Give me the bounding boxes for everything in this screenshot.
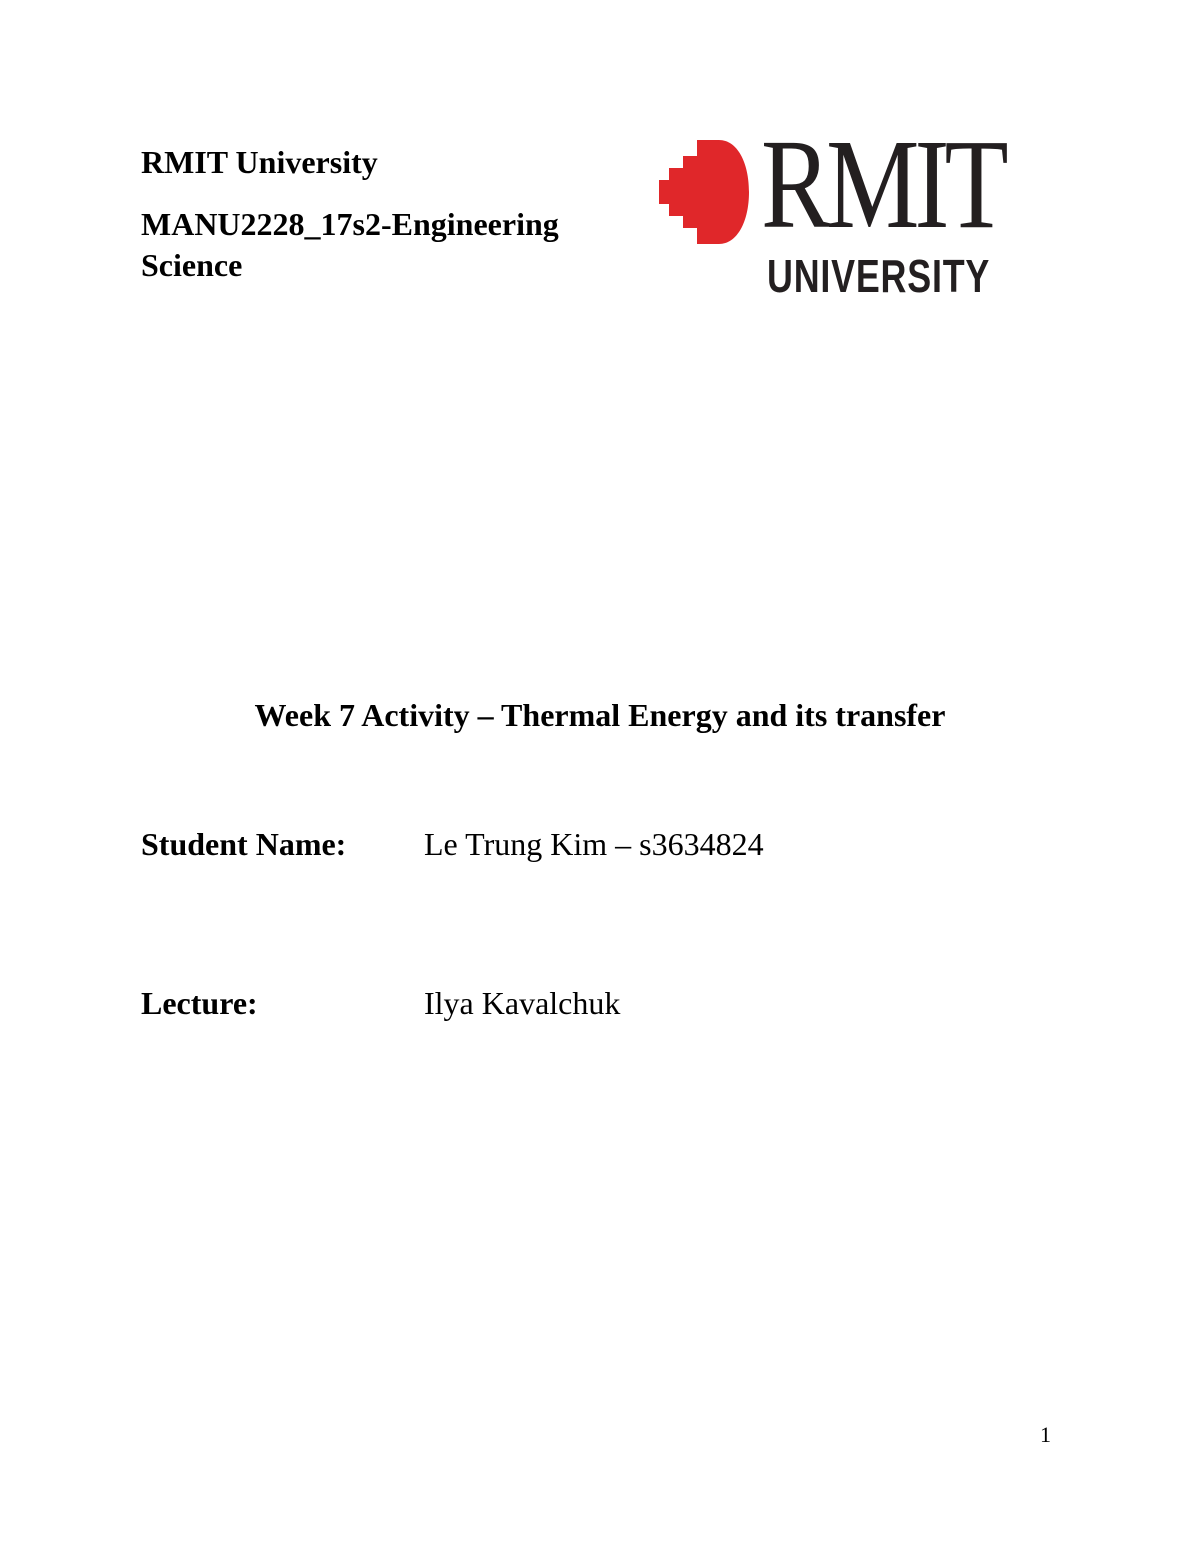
lecture-label: Lecture: [141,985,258,1021]
rmit-logo [657,113,1027,302]
logo-wordmark: RMIT [761,113,1004,255]
logo-subtitle: UNIVERSITY [767,250,991,302]
page-number: 1 [1040,1422,1051,1447]
rmit-logo-icon [657,136,757,246]
header-block [141,140,621,286]
student-name-label: Student Name: [141,826,347,862]
activity-title: Week 7 Activity – Thermal Energy and its transfer [254,697,946,733]
lecture-value: Ilya Kavalchuk [424,985,621,1021]
university-name: RMIT University [141,144,378,180]
course-name: MANU2228_17s2-Engineering Science [141,206,559,283]
student-name-value: Le Trung Kim – s3634824 [424,826,764,862]
